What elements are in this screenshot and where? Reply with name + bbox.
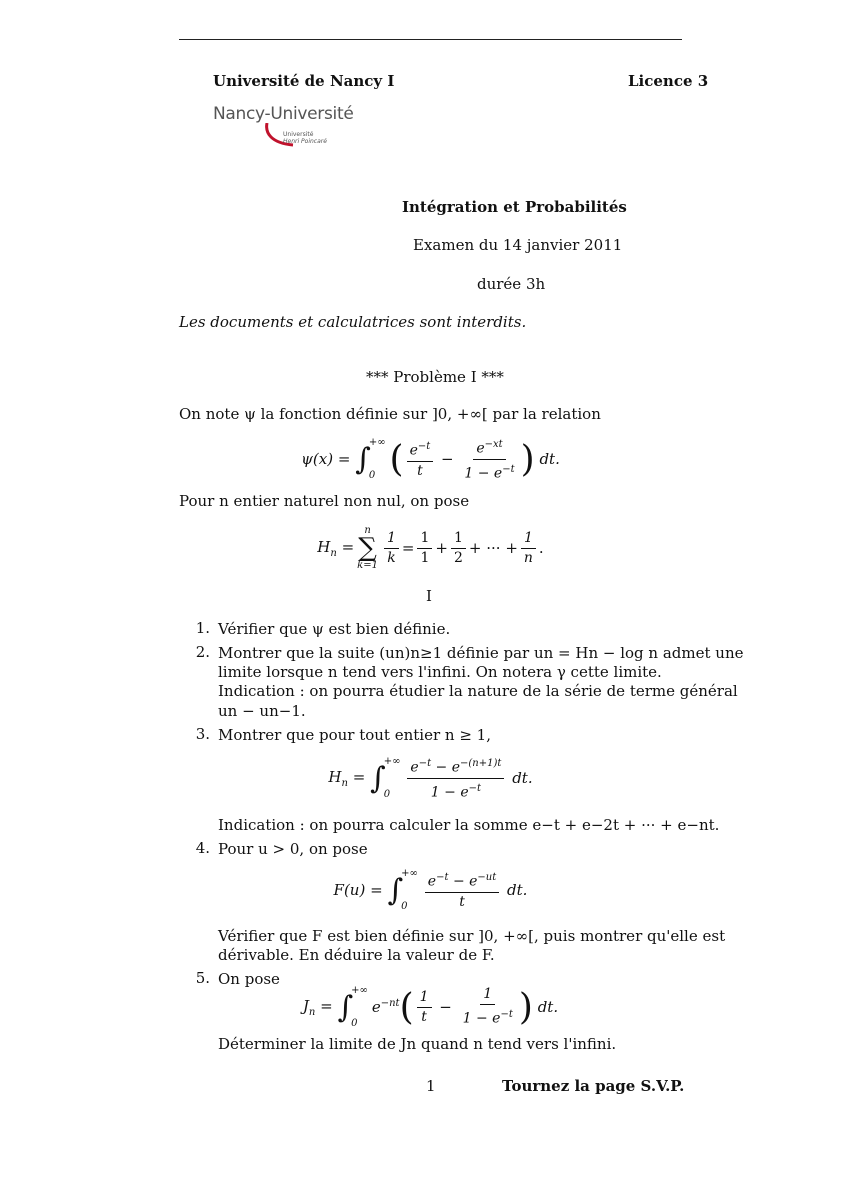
item-3-hint: Indication : on pourra calculer la somme e−t + e−2t + ··· + e−nt. <box>218 816 720 834</box>
hn-equation: $H_n$ = n ∑ k=1 $\frac{1}{k}$ = $\frac{1}{1}$ + $\frac{1}{2}$ + ··· + $\frac{1}{n}$ . <box>317 525 544 571</box>
jn-equation: $J_n$ = ∫ +∞ 0 $e^{-nt}$ ( $\frac{1}{t}$ − $\frac{1}{1 - e^{-t}}$ ) dt. <box>302 985 559 1029</box>
course-title: Intégration et Probabilités <box>402 198 627 216</box>
item-4-text: Pour u > 0, on pose <box>218 840 368 858</box>
item-5-conclusion: Déterminer la limite de Jn quand n tend vers l'infini. <box>218 1035 617 1053</box>
item-5-number: 5. <box>195 969 210 987</box>
logo-sub-line1: Université <box>283 131 314 138</box>
logo-wordmark: Nancy-Université <box>213 104 354 124</box>
item-1-number: 1. <box>195 619 210 637</box>
exam-duration: durée 3h <box>477 275 546 293</box>
turn-page-note: Tournez la page S.V.P. <box>502 1077 685 1095</box>
page-number: 1 <box>426 1077 436 1095</box>
item-2-line-1: Montrer que la suite (un)n≥1 définie par un = Hn − log n admet une <box>218 644 744 662</box>
university-name: Université de Nancy I <box>213 72 395 90</box>
f-equation: F(u) = ∫ +∞ 0 $\frac{e^{-t} - e^{-ut}}{t}$ dt. <box>333 868 528 912</box>
top-rule <box>179 39 682 40</box>
logo-sub-line2: Henri Poincaré <box>283 138 327 145</box>
item-3-text: Montrer que pour tout entier n ≥ 1, <box>218 726 491 744</box>
notice-text: Les documents et calculatrices sont interdits. <box>179 313 527 331</box>
item-4-line-3: dérivable. En déduire la valeur de F. <box>218 946 495 964</box>
item-5-text: On pose <box>218 970 280 988</box>
item-3-number: 3. <box>195 725 210 743</box>
item-4-line-2: Vérifier que F est bien définie sur ]0, +∞[, puis montrer qu'elle est <box>218 927 726 945</box>
item-2-line-4: un − un−1. <box>218 702 306 720</box>
level-label: Licence 3 <box>628 72 709 90</box>
exam-date: Examen du 14 janvier 2011 <box>413 236 623 254</box>
problem-heading: *** Problème I *** <box>366 368 504 386</box>
psi-equation: ψ(x) = ∫ +∞ 0 ( $\frac{e^{-t}}{t}$ − $\frac{e^{-xt}}{1 - e^{-t}}$ ) dt. <box>301 437 560 482</box>
university-logo <box>213 104 363 154</box>
item-2-line-2: limite lorsque n tend vers l'infini. On notera γ cette limite. <box>218 663 662 681</box>
section-heading: I <box>426 587 432 605</box>
psi-definition-text: On note ψ la fonction définie sur ]0, +∞[ par la relation <box>179 405 601 423</box>
item-4-number: 4. <box>195 839 210 857</box>
hn-definition-text: Pour n entier naturel non nul, on pose <box>179 492 470 510</box>
item-2-number: 2. <box>195 643 210 661</box>
item-2-line-3: Indication : on pourra étudier la nature de la série de terme général <box>218 682 738 700</box>
item-1-text: Vérifier que ψ est bien définie. <box>218 620 451 638</box>
hn-integral-equation: $H_n$ = ∫ +∞ 0 $\frac{e^{-t} - e^{-(n+1)t}}{1 - e^{-t}}$ dt. <box>328 756 533 801</box>
